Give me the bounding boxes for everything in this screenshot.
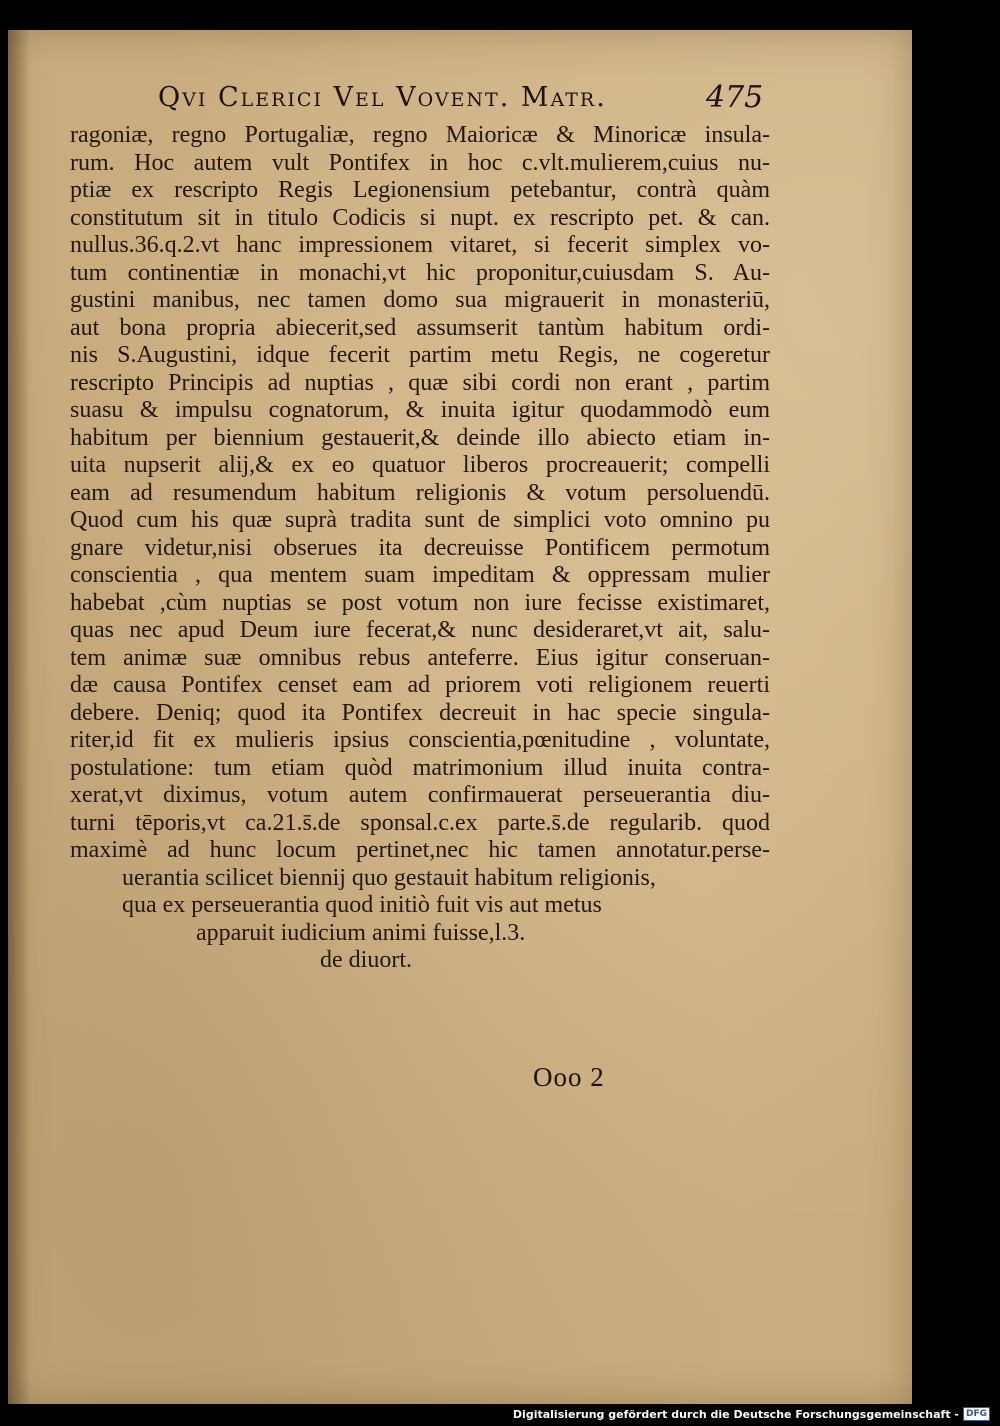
digitization-footer <box>513 1405 990 1423</box>
text-line: quas nec apud Deum iure fecerat,& nunc desideraret,vt ait, salu- <box>70 617 770 643</box>
text-line: rescripto Principis ad nuptias , quæ sibi cordi non erant , partim <box>70 369 770 396</box>
text-line: uerantia scilicet biennij quo gestauit habitum religionis, <box>122 864 656 891</box>
text-line: debere. Deniq; quod ita Pontifex decreuit in hac specie singula- <box>70 699 770 726</box>
text-line: nullus.36.q.2.vt hanc impressionem vitaret, si fecerit simplex vo- <box>70 232 770 258</box>
text-line: gnare videtur,nisi obserues ita decreuisse Pontificem permotum <box>70 534 770 561</box>
footer-text: Digitalisierung gefördert durch die Deutsche Forschungsgemeinschaft - <box>512 1407 959 1421</box>
text-line: ragoniæ, regno Portugaliæ, regno Maioricæ & Minoricæ insula- <box>70 122 770 148</box>
text-line: nis S.Augustini, idque fecerit partim metu Regis, ne cogeretur <box>70 342 770 368</box>
running-head-title: Qvi Clerici Vel Vovent. Matr. <box>158 82 607 113</box>
text-line: ptiæ ex rescripto Regis Legionensium petebantur, contrà quàm <box>70 177 770 203</box>
text-line: habebat ,cùm nuptias se post votum non iure fecisse existimaret, <box>70 589 770 616</box>
text-line: turni tēporis,vt ca.21.s̄.de sponsal.c.ex parte.s̄.de regularib. quod <box>70 809 770 836</box>
text-line: aut bona propria abiecerit,sed assumserit tantùm habitum ordi- <box>70 314 770 341</box>
text-line: tem animæ suæ omnibus rebus anteferre. Eius igitur conseruan- <box>70 644 770 671</box>
book-page <box>8 30 912 1404</box>
text-line: postulatione: tum etiam quòd matrimonium illud inuita contra- <box>70 754 770 781</box>
text-line: gustini manibus, nec tamen domo sua migrauerit in monasteriū, <box>70 287 770 313</box>
text-line: suasu & impulsu cognatorum, & inuita igitur quodammodò eum <box>70 397 770 423</box>
text-line: tum continentiæ in monachi,vt hic proponitur,cuiusdam S. Au- <box>70 259 770 286</box>
page-number: 475 <box>706 80 764 115</box>
text-line: riter,id fit ex mulieris ipsius conscientia,pœnitudine , voluntate, <box>70 727 770 753</box>
text-line: constitutum sit in titulo Codicis si nupt. ex rescripto pet. & can. <box>70 204 770 231</box>
text-line: de diuort. <box>320 947 412 973</box>
text-line: rum. Hoc autem vult Pontifex in hoc c.vlt.mulierem,cuius nu- <box>70 149 770 176</box>
dfg-logo: DFG <box>963 1407 990 1421</box>
text-line: eam ad resumendum habitum religionis & votum persoluendū. <box>70 479 770 506</box>
signature-mark: Ooo 2 <box>533 1062 605 1092</box>
text-line: conscientia , qua mentem suam impeditam & oppressam mulier <box>70 562 770 588</box>
text-line: uita nupserit alij,& ex eo quatuor liberos procreauerit; compelli <box>70 452 770 478</box>
text-line: Quod cum his quæ suprà tradita sunt de simplici voto omnino pu <box>70 507 770 533</box>
text-line: qua ex perseuerantia quod initiò fuit vis aut metus <box>122 892 602 918</box>
body-text <box>70 122 770 975</box>
text-line: dæ causa Pontifex censet eam ad priorem voti religionem reuerti <box>70 672 770 698</box>
text-line: apparuit iudicium animi fuisse,l.3. <box>196 919 526 946</box>
text-line: habitum per biennium gestauerit,& deinde illo abiecto etiam in- <box>70 424 770 451</box>
text-line: maximè ad hunc locum pertinet,nec hic tamen annotatur.perse- <box>70 837 770 863</box>
text-line: xerat,vt diximus, votum autem confirmauerat perseuerantia diu- <box>70 782 770 808</box>
running-head <box>158 78 878 118</box>
page-gutter-shadow <box>8 30 30 1404</box>
